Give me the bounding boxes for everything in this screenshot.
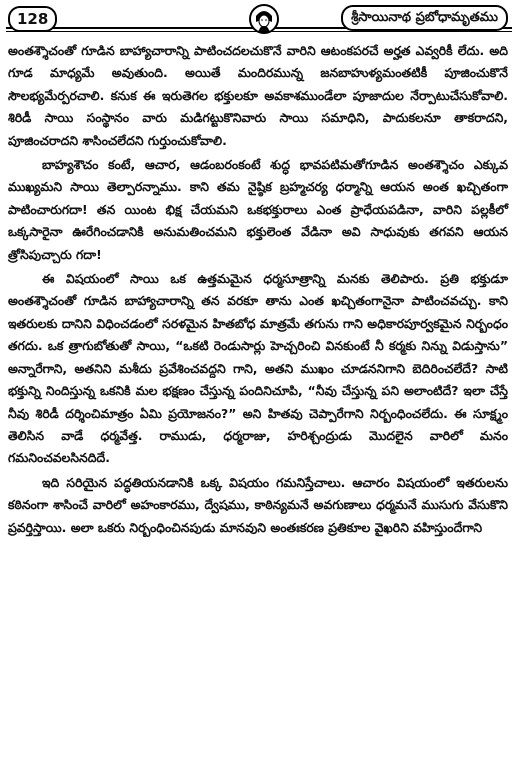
running-title: శ్రీసాయినాథ ప్రబోధామృతము [341,5,508,31]
page-number: 128 [8,6,57,32]
paragraph: ఈ విషయంలో సాయి ఒక ఉత్తమమైన ధర్మసూత్రాన్ని మనకు తెలిపారు. ప్రతి భక్తుడూ అంతశ్శౌచంతో గూడిన బాహ్యాచారాన్ని తన వరకూ తాను ఎంత ఖచ్చితంగానైనా పాటించవచ్చు. కాని ఇతరులకు దానిని విధించడంలో సరళమైన హితబోధ మాత్రమే తగును గాని అధికారపూర్వకమైన నిర్బంధం తగదు. ఒక త్రాగుబోతుతో సాయి, “ఒకటి రెండుసార్లు హెచ్చరించి వినకుంటే నీ కర్మకు నిన్ను విడుస్తాను” అన్నారేగాని, అతనిని మశీదు ప్రవేశించవద్దని గాని, అతని ముఖం చూడననిగాని బెదిరించలేదే? సాటి భక్తున్ని నిందిస్తున్న ఒకనికి మల భక్షణం చేస్తున్న పందినిచూపి, “నీవు చేస్తున్న పని అలాంటిదే? ఇలా చేస్తే నీవు శిరిడీ దర్శించిమాత్రం ఏమి ప్రయోజనం?” అని హితవు చెప్పారేగాని నిర్బంధించలేదు. ఈ సూక్ష్మం తెలిసిన వాడే ధర్మవేత్త. రాముడు, ధర్మరాజు, హరిశ్చంద్రుడు మొదలైన వారిలో మనం గమనించవలసినదిదే. [8,271,508,466]
portrait-icon [251,6,277,32]
paragraph: బాహ్యశౌచం కంటే, ఆచార, ఆడంబరంకంటే శుద్ధ భావపటిమతోగూడిన అంతశ్శౌచం ఎక్కువ ముఖ్యమని సాయి తెల్పారన్నాము. కాని తమ నైష్ఠిక బ్రహ్మచర్య ధర్మాన్ని ఆయన అంత ఖచ్చితంగా పాటించారుగదా! తన యింట భిక్ష చేయమని ఒకభక్తురాలు ఎంత ప్రాధేయపడినా, వారిని పల్లకీలో ఒక్కసారైనా ఊరేగించడానికి అనుమతించమని భక్తులెంత వేడినా అవి సాధువుకు తగవని ఆయన త్రోసిపుచ్చారు గదా! [8,157,508,262]
sai-portrait-emblem [249,4,279,34]
page-header [6,4,512,34]
paragraph: ఇది సరియైన పద్ధతియనడానికి ఒక్క విషయం గమనిస్తేచాలు. ఆచారం విషయంలో ఇతరులను కఠినంగా శాసించే వారిలో అహంకారము, ద్వేషము, కాఠిన్యమనే అవగుణాలు ధర్మమనే ముసుగు వేసుకొని ప్రవర్తిస్తాయి. అలా ఒకరు నిర్బంధించినపుడు మానవుని అంతఃకరణ ప్రతికూల వైఖరిని వహిస్తుందేగాని [8,474,508,535]
body-text [8,40,508,541]
paragraph: అంతశ్శౌచంతో గూడిన బాహ్యాచారాన్ని పాటించదలచుకొనే వారిని ఆటంకపరచే అర్హత ఎవ్వరికీ లేదు. అది గూడ మాధ్యమే అవుతుంది. అయితే మందిరమున్న జనబాహుళ్యమంతటికీ పూజించుకొనే సౌలభ్యమేర్పరచాలి. కనుక ఈ ఇరుతెగల భక్తులకూ అవకాశముండేలా పూజాదుల నేర్పాటుచేసుకోవాలి. శిరిడీ సాయి సంస్థానం వారు మడిగట్టుకొనివారు సాయి సమాధిని, పాదుకలనూ తాకరాదని, పూజించరాదని శాసించలేదని గుర్తుంచుకోవాలి. [8,43,508,148]
